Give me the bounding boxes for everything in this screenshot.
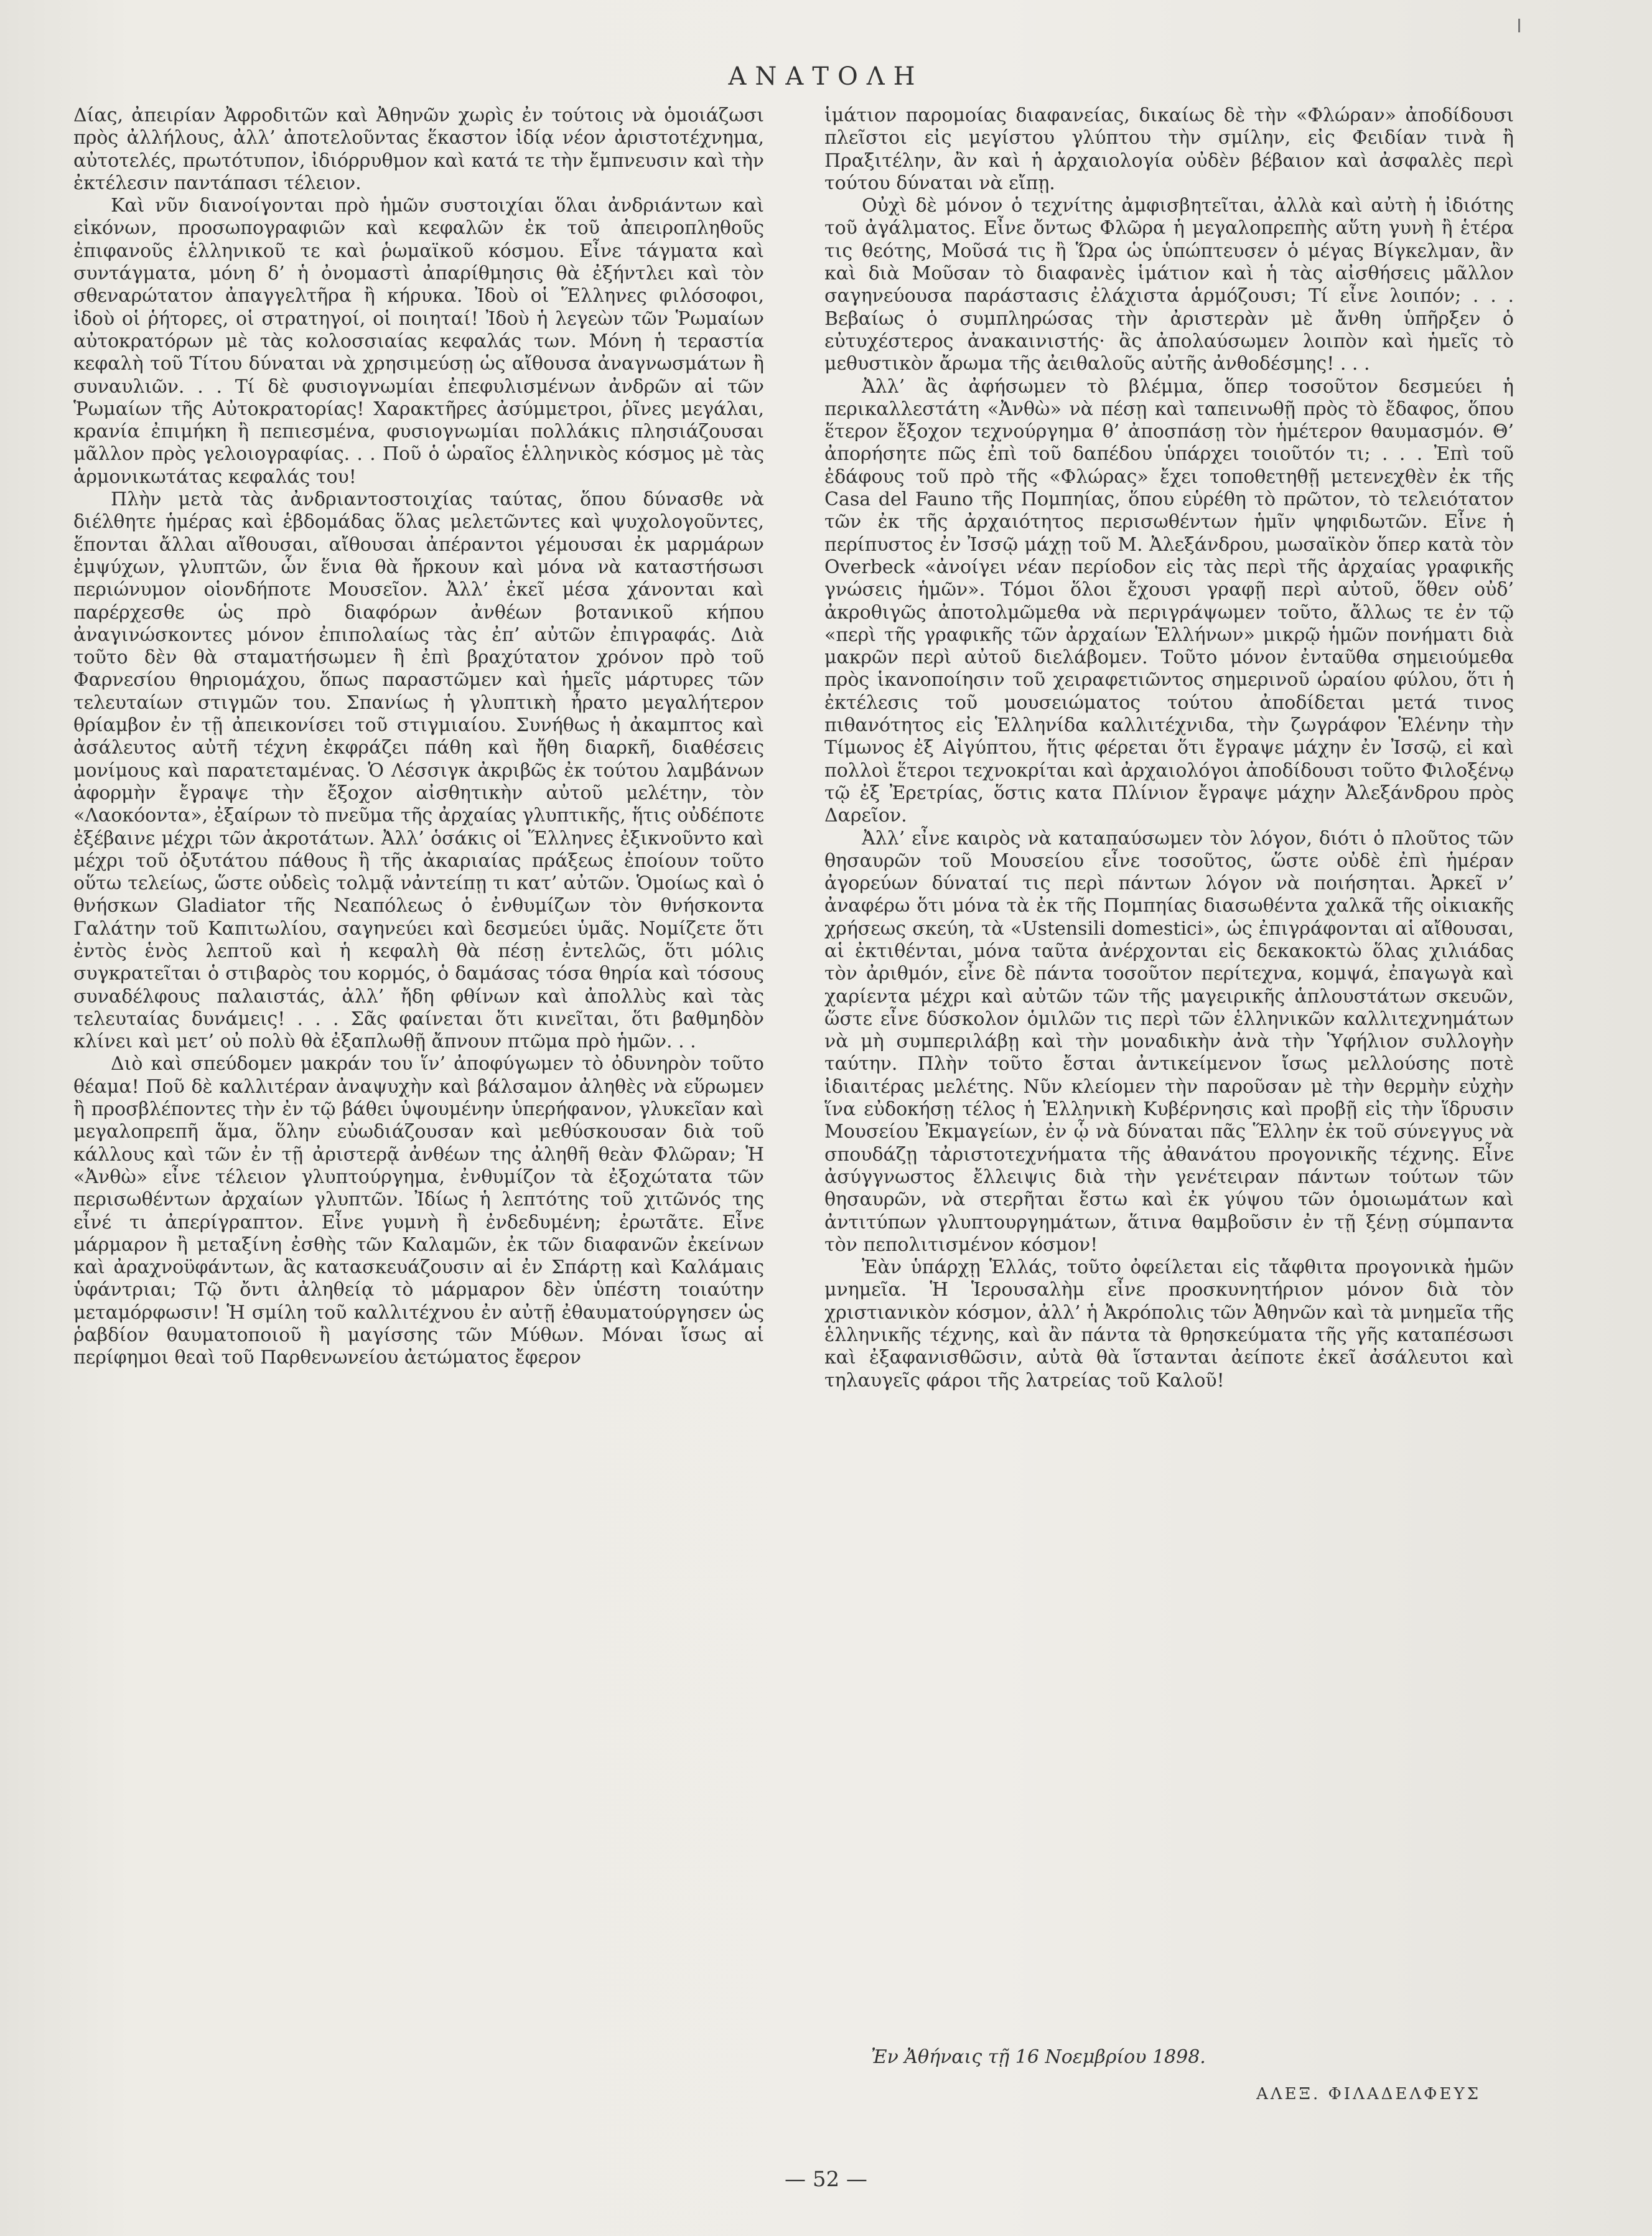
page-number: — 52 — <box>785 2167 867 2192</box>
dateline: Ἐν Ἀθήναις τῇ 16 Νοεμβρίου 1898. <box>871 2046 1206 2068</box>
paragraph: Ἀλλ’ εἶνε καιρὸς νὰ καταπαύσωμεν τὸν λόγον, διότι ὁ πλοῦτος τῶν θησαυρῶν τοῦ Μουσείου εἶνε τοσοῦτος, ὥστε οὐδὲ ἐπὶ ἡμέραν ἀγορεύων δύναταί τις περὶ πάντων λόγον νὰ ποιήσηται. Ἀρκεῖ ν’ ἀναφέρω ὅτι μόνα τὰ ἐκ τῆς Πομπηίας διασωθέντα χαλκᾶ τῆς οἰκιακῆς χρήσεως σκεύη, τὰ «Ustensili domestici», ὡς ἐπιγράφονται αἱ αἴθουσαι, αἱ ἐκτιθένται, μόνα ταῦτα ἀνέρχονται εἰς δεκακοκτὼ ὅλας χιλιάδας τὸν ἀριθμόν, εἶνε δὲ πάντα τοσοῦτον περίτεχνα, κομψά, ἐπαγωγὰ καὶ χαρίεντα μέχρι καὶ αὐτῶν τῶν τῆς μαγειρικῆς ἁπλουστάτων σκευῶν, ὥστε εἶνε δύσκολον ὁμιλῶν τις περὶ τῶν ἑλληνικῶν καλλιτεχνημάτων νὰ μὴ συμπεριλάβῃ καὶ τὴν μοναδικὴν ἀνὰ τὴν Ὑφήλιον συλλογὴν ταύτην. Πλὴν τοῦτο ἔσται ἀντικείμενον ἴσως μελλούσης ποτὲ ἰδιαιτέρας μελέτης. Νῦν κλείομεν τὴν παροῦσαν μὲ τὴν θερμὴν εὐχὴν ἵνα εὐδοκήσῃ τέλος ἡ Ἑλληνικὴ Κυβέρνησις καὶ προβῇ εἰς τὴν ἵδρυσιν Μουσείου Ἐκμαγείων, ἐν ᾧ νὰ δύναται πᾶς Ἕλλην ἐκ τοῦ σύνεγγυς νὰ σπουδάζῃ τἀριστοτεχνήματα τῆς ἀθανάτου προγονικῆς τέχνης. Εἶνε ἀσύγγνωστος ἔλλειψις διὰ τὴν γενέτειραν πάντων τούτων τῶν θησαυρῶν, νὰ στερῆται ἔστω καὶ ἐκ γύψου τῶν ὁμοιωμάτων καὶ ἀντιτύπων γλυπτουργημάτων, ἅτινα θαμβοῦσιν ἐν τῇ ξένῃ σύμπαντα τὸν πεπολιτισμένον κόσμον! <box>824 827 1514 1256</box>
paragraph: Διὸ καὶ σπεύδομεν μακράν του ἵν’ ἀποφύγωμεν τὸ ὀδυνηρὸν τοῦτο θέαμα! Ποῦ δὲ καλλιτέραν ἀναψυχὴν καὶ βάλσαμον ἀληθὲς νὰ εὕρωμεν ἢ προσβλέποντες τὴν ἐν τῷ βάθει ὑψουμένην ὑπερήφανον, γλυκεῖαν καὶ μεγαλοπρεπῆ ἅμα, ὅλην εὐωδιάζουσαν καὶ μεθύσκουσαν διὰ τοῦ κάλλους καὶ τῶν ἐν τῇ ἀριστερᾷ ἀνθέων της ἀληθῆ θεὰν Φλῶραν; Ἡ «Ἀνθὼ» εἶνε τέλειον γλυπτούργημα, ἐνθυμίζον τὰ ἐξοχώτατα τῶν περισωθέντων ἀρχαίων γλυπτῶν. Ἰδίως ἡ λεπτότης τοῦ χιτῶνός της εἶνέ τι ἀπερίγραπτον. Εἶνε γυμνὴ ἢ ἐνδεδυμένη; ἐρωτᾶτε. Εἶνε μάρμαρον ἢ μεταξίνη ἐσθὴς τῶν Καλαμῶν, ἐκ τῶν διαφανῶν ἐκείνων καὶ ἀραχνοϋφάντων, ἃς κατασκευάζουσιν αἱ ἐν Σπάρτῃ καὶ Καλάμαις ὑφάντριαι; Τῷ ὄντι ἀληθείᾳ τὸ μάρμαρον δὲν ὑπέστη τοιαύτην μεταμόρφωσιν! Ἡ σμίλη τοῦ καλλιτέχνου ἐν αὐτῇ ἐθαυματούργησεν ὡς ῥαβδίον θαυματοποιοῦ ἢ μαγίσσης τῶν Μύθων. Μόναι ἴσως αἱ περίφημοι θεαὶ τοῦ Παρθενωνείου ἀετώματος ἔφερον <box>73 1053 764 1369</box>
paragraph: Πλὴν μετὰ τὰς ἀνδριαντοστοιχίας ταύτας, ὅπου δύνασθε νὰ διέλθητε ἡμέρας καὶ ἑβδομάδας ὅλας μελετῶντες καὶ ψυχολογοῦντες, ἕπονται ἄλλαι αἴθουσαι, αἴθουσαι ἀπέραντοι γέμουσαι ἐκ μαρμάρων ἐμψύχων, γλυπτῶν, ὧν ἕνια θὰ ἤρκουν καὶ μόνα νὰ καταστήσωσι περιώνυμον οἱονδήποτε Μουσεῖον. Ἀλλ’ ἐκεῖ μέσα χάνονται καὶ παρέρχεσθε ὡς πρὸ διαφόρων ἀνθέων βοτανικοῦ κήπου ἀναγινώσκοντες μόνον ἐπιπολαίως τὰς ἐπ’ αὐτῶν ἐπιγραφάς. Διὰ τοῦτο δὲν θὰ σταματήσωμεν ἢ ἐπὶ βραχύτατον χρόνον πρὸ τοῦ Φαρνεσίου θηριομάχου, ὅπως παραστῶμεν καὶ ἡμεῖς μάρτυρες τῶν τελευταίων στιγμῶν του. Σπανίως ἡ γλυπτικὴ ἦρατο μεγαλήτερον θρίαμβον ἐν τῇ ἀπεικονίσει τοῦ στιγμιαίου. Συνήθως ἡ ἀκαμπτος καὶ ἀσάλευτος αὐτῆ τέχνη ἐκφράζει πάθη καὶ ἤθη διαρκῆ, διαθέσεις μονίμους καὶ παρατεταμένας. Ὁ Λέσσιγκ ἀκριβῶς ἐκ τούτου λαμβάνων ἀφορμὴν ἔγραψε τὴν ἔξοχον αἰσθητικὴν αὐτοῦ μελέτην, τὸν «Λαοκόοντα», ἐξαίρων τὸ πνεῦμα τῆς ἀρχαίας γλυπτικῆς, ἥτις οὐδέποτε ἐξέβαινε μέχρι τῶν ἀκροτάτων. Ἀλλ’ ὁσάκις οἱ Ἕλληνες ἐξικνοῦντο καὶ μέχρι τοῦ ὀξυτάτου πάθους ἢ τῆς ἀκαριαίας πράξεως ἐποίουν τοῦτο οὕτω τελείως, ὥστε οὐδεὶς τολμᾷ νἀντείπῃ τι κατ’ αὐτῶν. Ὁμοίως καὶ ὁ θνήσκων Gladiator τῆς Νεαπόλεως ὁ ἐνθυμίζων τὸν θνήσκοντα Γαλάτην τοῦ Καπιτωλίου, σαγηνεύει καὶ δεσμεύει ὑμᾶς. Νομίζετε ὅτι ἐντὸς ἑνὸς λεπτοῦ καὶ ἡ κεφαλὴ θὰ πέσῃ ἐντελῶς, ὅτι μόλις συγκρατεῖται ὁ στιβαρὸς του κορμός, ὁ δαμάσας τόσα θηρία καὶ τόσους συναδέλφους παλαιστάς, ἀλλ’ ἤδη φθίνων καὶ ἀπολλὺς καὶ τὰς τελευταίας δυνάμεις! . . . Σᾶς φαίνεται ὅτι κινεῖται, ὅτι βαθμηδὸν κλίνει καὶ μετ’ οὐ πολὺ θὰ ἐξαπλωθῇ ἄπνουν πτῶμα πρὸ ἡμῶν. . . <box>73 489 764 1053</box>
paragraph: Ἀλλ’ ἂς ἀφήσωμεν τὸ βλέμμα, ὅπερ τοσοῦτον δεσμεύει ἡ περικαλλεστάτη «Ἀνθὼ» νὰ πέσῃ καὶ ταπεινωθῇ πρὸς τὸ ἔδαφος, ὅπου ἕτερον ἔξοχον τεχνούργημα θ’ ἀποσπάσῃ τὸν ἡμέτερον θαυμασμόν. Θ’ ἀπορήσητε πῶς ἐπὶ τοῦ δαπέδου ὑπάρχει τοιοῦτόν τι; . . . Ἐπὶ τοῦ ἐδάφους τοῦ πρὸ τῆς «Φλώρας» ἔχει τοποθετηθῇ μετενεχθὲν ἐκ τῆς Casa del Fauno τῆς Πομπηίας, ὅπου εὑρέθη τὸ πρῶτον, τὸ τελειότατον τῶν ἐκ τῆς ἀρχαιότητος περισωθέντων ἡμῖν ψηφιδωτῶν. Εἶνε ἡ περίπυστος ἐν Ἰσσῷ μάχῃ τοῦ Μ. Ἀλεξάνδρου, μωσαϊκὸν ὅπερ κατὰ τὸν Overbeck «ἀνοίγει νέαν περίοδον εἰς τὰς περὶ τῆς ἀρχαίας γραφικῆς γνώσεις ἡμῶν». Τόμοι ὅλοι ἔχουσι γραφῇ περὶ αὐτοῦ, ὅθεν οὐδ’ ἀκροθιγῶς ἀποτολμῶμεθα νὰ περιγράψωμεν τοῦτο, ἄλλως τε ἐν τῷ «περὶ τῆς γραφικῆς τῶν ἀρχαίων Ἑλλήνων» μικρῷ ἡμῶν πονήματι διὰ μακρῶν περὶ αὐτοῦ διελάβομεν. Τοῦτο μόνον ἐνταῦθα σημειούμεθα πρὸς ἱκανοποίησιν τοῦ χειραφετιῶντος σημερινοῦ ὡραίου φύλου, ὅτι ἡ ἐκτέλεσις τοῦ μουσειώματος τούτου ἀποδίδεται μετά τινος πιθανότητος εἰς Ἑλληνίδα καλλιτέχνιδα, τὴν ζωγράφον Ἑλένην τὴν Τίμωνος ἐξ Αἰγύπτου, ἥτις φέρεται ὅτι ἔγραψε μάχην ἐν Ἰσσῷ, εἰ καὶ πολλοὶ ἕτεροι τεχνοκρίται καὶ ἀρχαιολόγοι ἀποδίδουσι τοῦτο Φιλοξένῳ τῷ ἐξ Ἐρετρίας, ὅστις κατα Πλίνιον ἔγραψε μάχην Ἀλεξάνδρου πρὸς Δαρεῖον. <box>824 375 1514 827</box>
paragraph: ἱμάτιον παρομοίας διαφανείας, δικαίως δὲ τὴν «Φλώραν» ἀποδίδουσι πλεῖστοι εἰς μεγίστου γλύπτου τὴν σμίλην, εἰς Φειδίαν τινὰ ἢ Πραξιτέλην, ἂν καὶ ἡ ἀρχαιολογία οὐδὲν βέβαιον καὶ ἀσφαλὲς περὶ τούτου δύναται νὰ εἴπῃ. <box>824 105 1514 194</box>
author-signature: ΑΛΕΞ. ΦΙΛΑΔΕΛΦΕΥΣ <box>1256 2085 1481 2103</box>
scan-mark <box>1518 19 1520 32</box>
left-column <box>73 105 764 1370</box>
paragraph: Οὐχὶ δὲ μόνον ὁ τεχνίτης ἀμφισβητεῖται, ἀλλὰ καὶ αὐτὴ ἡ ἰδιότης τοῦ ἀγάλματος. Εἶνε ὄντως Φλῶρα ἡ μεγαλοπρεπὴς αὕτη γυνὴ ἢ ἑτέρα τις θεότης, Μοῦσά τις ἢ Ὥρα ὡς ὑπώπτευσεν ὁ μέγας Βίγκελμαν, ἂν καὶ διὰ Μοῦσαν τὸ διαφανὲς ἱμάτιον καὶ ἡ τὰς αἰσθήσεις μᾶλλον σαγηνεύουσα παράστασις ἐλάχιστα ἁρμόζουσι; Τί εἶνε λοιπόν; . . . Βεβαίως ὁ συμπληρώσας τὴν ἀριστερὰν μὲ ἄνθη ὑπῆρξεν ὁ εὐτυχέστερος ἀνακαινιστής· ἂς ἀπολαύσωμεν λοιπὸν καὶ ἡμεῖς τὸ μεθυστικὸν ἄρωμα τῆς ἀειθαλοῦς αὐτῆς ἀνθοδέσμης! . . . <box>824 195 1514 375</box>
paragraph: Ἐὰν ὑπάρχῃ Ἑλλάς, τοῦτο ὀφείλεται εἰς τἄφθιτα προγονικὰ ἡμῶν μνημεῖα. Ἡ Ἱερουσαλὴμ εἶνε προσκυνητήριον μόνον διὰ τὸν χριστιανικὸν κόσμον, ἀλλ’ ἡ Ἀκρόπολις τῶν Ἀθηνῶν καὶ τὰ μνημεῖα τῆς ἑλληνικῆς τέχνης, καὶ ἂν πάντα τὰ θρησκεύματα τῆς γῆς καταπέσωσι καὶ ἐξαφανισθῶσιν, αὐτὰ θὰ ἵστανται ἀείποτε ἐκεῖ ἀσάλευτοι καὶ τηλαυγεῖς φάροι τῆς λατρείας τοῦ Καλοῦ! <box>824 1256 1514 1392</box>
right-column <box>824 105 1514 1392</box>
running-header: ΑΝΑΤΟΛΗ <box>728 62 924 91</box>
paragraph: Δίας, ἀπειρίαν Ἀφροδιτῶν καὶ Ἀθηνῶν χωρὶς ἐν τούτοις νὰ ὁμοιάζωσι πρὸς ἀλλήλους, ἀλλ’ ἀποτελοῦντας ἕκαστον ἰδίᾳ νέον ἀριστοτέχνημα, αὐτοτελές, πρωτότυπον, ἰδιόρρυθμον καὶ κατά τε τὴν ἔμπνευσιν καὶ τὴν ἐκτέλεσιν παντάπασι τέλειον. <box>73 105 764 194</box>
paragraph: Καὶ νῦν διανοίγονται πρὸ ἡμῶν συστοιχίαι ὅλαι ἀνδριάντων καὶ εἰκόνων, προσωπογραφιῶν καὶ κεφαλῶν ἐκ τοῦ ἀπειροπληθοῦς ἐπιφανοῦς ἑλληνικοῦ τε καὶ ῥωμαϊκοῦ κόσμου. Εἶνε τάγματα καὶ συντάγματα, μόνη δ’ ἡ ὀνομαστὶ ἀπαρίθμησις θὰ ἐξήντλει καὶ τὸν σθεναρώτατον ἀπαγγελτῆρα ἢ κήρυκα. Ἰδοὺ οἱ Ἕλληνες φιλόσοφοι, ἰδοὺ οἱ ῥήτορες, οἱ στρατηγοί, οἱ ποιηταί! Ἰδοὺ ἡ λεγεὼν τῶν Ῥωμαίων αὐτοκρατόρων μὲ τὰς κολοσσιαίας κεφαλάς των. Μόνη ἡ τεραστία κεφαλὴ τοῦ Τίτου δύναται νὰ χρησιμεύσῃ ὡς αἴθουσα ἀναγνωσμάτων ἢ συναυλιῶν. . . Τί δὲ φυσιογνωμίαι ἐπεφυλισμένων ἀνδρῶν αἱ τῶν Ῥωμαίων τῆς Αὐτοκρατορίας! Χαρακτῆρες ἀσύμμετροι, ῥῖνες μεγάλαι, κρανία ἐπιμήκη ἢ πεπιεσμένα, φυσιογνωμίαι πολλάκις πλησιάζουσαι μᾶλλον πρὸς γελοιογραφίας. . . Ποῦ ὁ ὡραῖος ἑλληνικὸς κόσμος μὲ τὰς ἁρμονικωτάτας κεφαλάς του! <box>73 195 764 488</box>
